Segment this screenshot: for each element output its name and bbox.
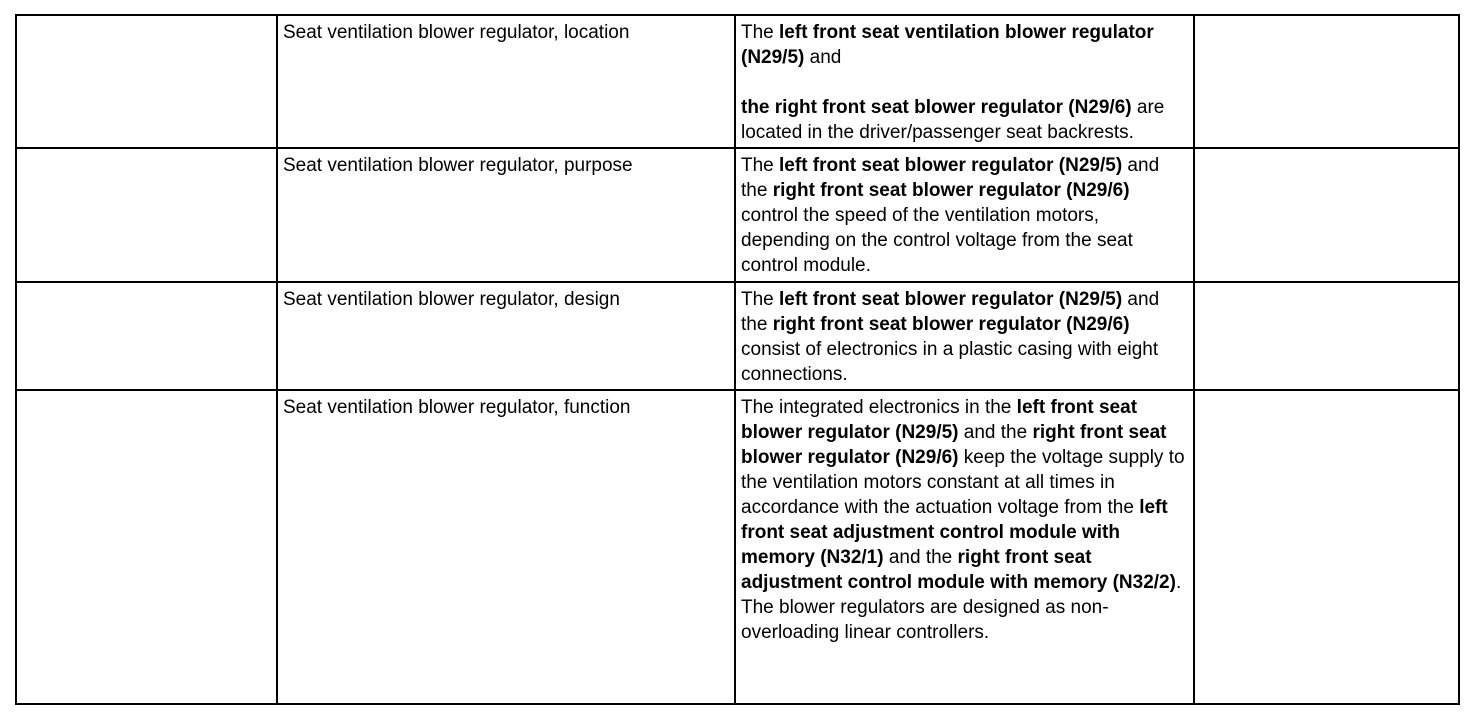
description-text: consist of electronics in a plastic casing with eight connections. (741, 339, 1159, 385)
document-table (15, 14, 1460, 705)
empty-cell (16, 390, 277, 704)
empty-cell (1194, 148, 1459, 282)
empty-cell (16, 148, 277, 282)
description-text: and (809, 47, 842, 68)
description-text: keep the voltage supply to the ventilation motors constant at all times in accordance with the actuation voltage from the (741, 447, 1185, 518)
topic-cell: Seat ventilation blower regulator, function (277, 390, 735, 704)
description-cell (735, 15, 1194, 148)
empty-cell (16, 15, 277, 148)
description-text: The integrated electronics in the (741, 397, 1017, 418)
empty-cell (1194, 282, 1459, 390)
description-text: . The blower regulators are designed as non-overloading linear controllers. (741, 572, 1182, 643)
component-name: left front seat blower regulator (N29/5) (779, 155, 1123, 176)
topic-cell: Seat ventilation blower regulator, location (277, 15, 735, 148)
topic-cell: Seat ventilation blower regulator, purpose (277, 148, 735, 282)
component-name: the right front seat blower regulator (N29/6) (741, 97, 1132, 118)
component-name: right front seat blower regulator (N29/6) (741, 422, 1167, 468)
empty-cell (1194, 15, 1459, 148)
description-text: and the (883, 547, 958, 568)
description-text: and the (741, 155, 1160, 201)
description-text: The (741, 155, 780, 176)
description-cell (735, 282, 1194, 390)
description-text: and the (958, 422, 1033, 443)
description-cell (735, 390, 1194, 704)
description-text: are located in the driver/passenger seat backrests. (741, 97, 1165, 143)
component-name: right front seat adjustment control module with memory (N32/2) (741, 547, 1176, 593)
table-row (16, 15, 1459, 148)
component-name: left front seat blower regulator (N29/5) (741, 397, 1138, 443)
component-name: right front seat blower regulator (N29/6) (772, 314, 1130, 335)
table-row (16, 390, 1459, 704)
empty-cell (16, 282, 277, 390)
topic-cell: Seat ventilation blower regulator, design (277, 282, 735, 390)
empty-cell (1194, 390, 1459, 704)
component-name: right front seat blower regulator (N29/6) (772, 180, 1130, 201)
component-name: left front seat blower regulator (N29/5) (779, 289, 1123, 310)
description-cell (735, 148, 1194, 282)
description-text: and the (741, 289, 1160, 335)
description-text: control the speed of the ventilation motors, depending on the control voltage from the seat control module. (741, 205, 1133, 276)
description-text: The (741, 289, 780, 310)
description-text: The (741, 22, 780, 43)
table-row (16, 282, 1459, 390)
component-name: left front seat ventilation blower regulator (N29/5) (741, 22, 1154, 68)
component-name: left front seat adjustment control module with memory (N32/1) (741, 497, 1168, 568)
table-row (16, 148, 1459, 282)
